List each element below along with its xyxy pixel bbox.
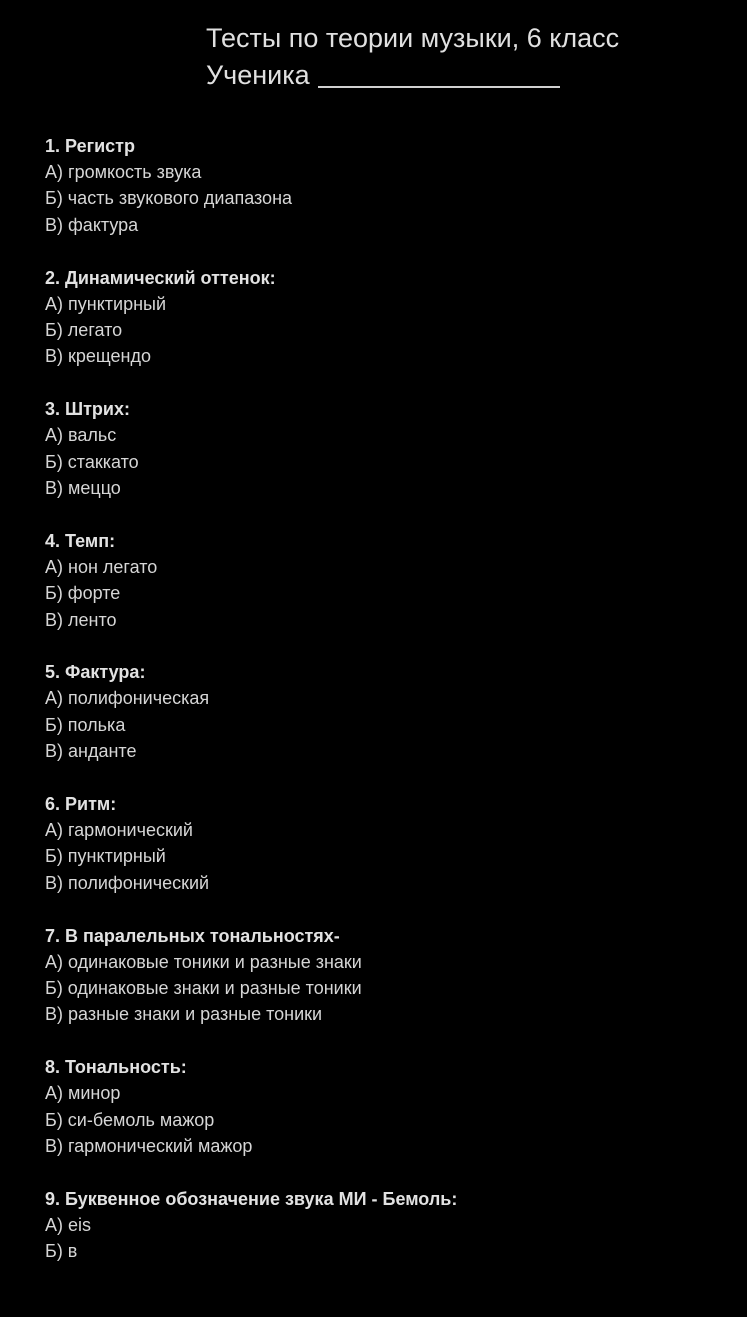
answer-option-c: В) разные знаки и разные тоники bbox=[45, 1004, 323, 1025]
answer-option-c: В) меццо bbox=[45, 478, 121, 498]
answer-option-a: А) полифоническая bbox=[45, 688, 210, 709]
answer-option-a: А) громкость звука bbox=[45, 162, 202, 182]
question-title: 5. Фактура: bbox=[45, 662, 146, 683]
answer-option-b: Б) стаккато bbox=[45, 451, 139, 472]
question-list bbox=[45, 133, 725, 1317]
question-title: 6. Ритм: bbox=[45, 793, 117, 814]
question-3 bbox=[45, 396, 725, 528]
student-name-line bbox=[206, 57, 726, 94]
answer-option-a: А) одинаковые тоники и разные знаки bbox=[45, 951, 362, 972]
question-1 bbox=[45, 133, 725, 265]
question-title: 2. Динамический оттенок: bbox=[45, 267, 276, 288]
answer-option-a: А) вальс bbox=[45, 425, 117, 446]
answer-option-a: А) гармонический bbox=[45, 819, 193, 840]
student-name-blank bbox=[318, 85, 560, 88]
question-title: 4. Темп: bbox=[45, 530, 116, 551]
question-2 bbox=[45, 265, 725, 397]
answer-option-c: В) гармонический мажор bbox=[45, 1135, 253, 1156]
answer-option-a: А) пунктирный bbox=[45, 293, 167, 314]
answer-option-b: Б) си-бемоль мажор bbox=[45, 1109, 215, 1130]
question-title: 3. Штрих: bbox=[45, 399, 130, 420]
page-title: Тесты по теории музыки, 6 класс bbox=[206, 23, 620, 53]
answer-option-a: А) минор bbox=[45, 1083, 121, 1104]
page-header bbox=[206, 20, 726, 94]
answer-option-a: А) нон легато bbox=[45, 556, 158, 577]
answer-option-a: А) eis bbox=[45, 1214, 92, 1235]
answer-option-b: Б) одинаковые знаки и разные тоники bbox=[45, 977, 362, 998]
answer-option-b: Б) пунктирный bbox=[45, 846, 166, 867]
answer-option-b: Б) часть звукового диапазона bbox=[45, 188, 293, 209]
question-title: 7. В паралельных тональностях- bbox=[45, 925, 340, 946]
answer-option-b: Б) форте bbox=[45, 583, 121, 604]
question-7 bbox=[45, 923, 725, 1055]
question-title: 8. Тональность: bbox=[45, 1057, 187, 1078]
question-8 bbox=[45, 1054, 725, 1186]
question-6 bbox=[45, 791, 725, 923]
answer-option-c: В) фактура bbox=[45, 214, 139, 235]
question-9 bbox=[45, 1186, 725, 1317]
answer-option-c: В) ленто bbox=[45, 609, 117, 630]
answer-option-c: В) полифонический bbox=[45, 872, 210, 893]
answer-option-b: Б) легато bbox=[45, 320, 123, 340]
student-label: Ученика bbox=[206, 60, 310, 90]
question-title: 9. Буквенное обозначение звука МИ - Бемоль: bbox=[45, 1188, 458, 1209]
answer-option-c: В) крещендо bbox=[45, 346, 151, 367]
answer-option-b: Б) в bbox=[45, 1241, 78, 1262]
question-4 bbox=[45, 528, 725, 660]
question-title: 1. Регистр bbox=[45, 136, 135, 156]
answer-option-c: В) анданте bbox=[45, 741, 137, 762]
question-5 bbox=[45, 659, 725, 791]
answer-option-b: Б) полька bbox=[45, 714, 126, 735]
